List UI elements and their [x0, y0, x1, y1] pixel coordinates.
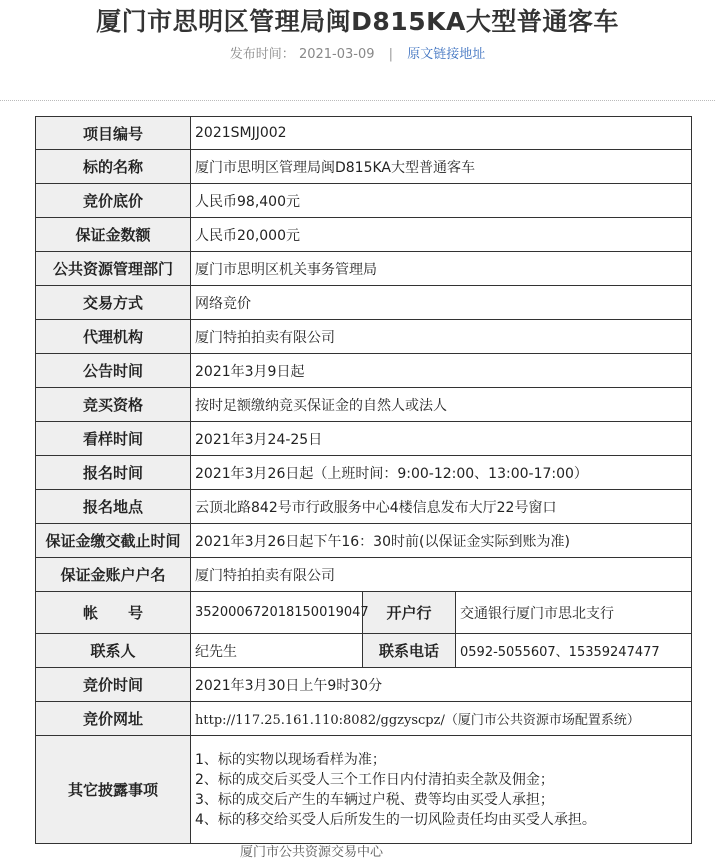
reserve-price-label: 竞价底价: [36, 184, 191, 218]
bid-time-value: 2021年3月30日上午9时30分: [191, 668, 692, 702]
qualification-value: 按时足额缴纳竞买保证金的自然人或法人: [191, 388, 692, 422]
contact-label: 联系人: [36, 634, 191, 668]
table-row: [36, 702, 692, 736]
deposit-deadline-value: 2021年3月26日起下午16：30时前(以保证金实际到账为准): [191, 524, 692, 558]
publish-meta: [0, 43, 715, 62]
project-no-label: 项目编号: [36, 117, 191, 150]
account-name-label: 保证金账户户名: [36, 558, 191, 592]
table-row: [36, 354, 692, 388]
other-notes: [191, 736, 692, 844]
table-row: [36, 736, 692, 844]
bid-site-cell: [191, 702, 692, 736]
table-row: [36, 388, 692, 422]
phone-label: 联系电话: [363, 634, 456, 668]
list-item: 4、标的移交给买受人后所发生的一切风险责任均由买受人承担。: [195, 811, 596, 828]
table-row: [36, 252, 692, 286]
dotted-divider: [0, 100, 715, 101]
table-row: [36, 218, 692, 252]
bid-site-note: （厦门市公共资源市场配置系统）: [444, 713, 640, 728]
other-label: 其它披露事项: [36, 736, 191, 844]
signup-place-label: 报名地点: [36, 490, 191, 524]
publish-date: 2021-03-09: [298, 47, 375, 62]
table-row: [36, 184, 692, 218]
deposit-label: 保证金数额: [36, 218, 191, 252]
announce-time-label: 公告时间: [36, 354, 191, 388]
reserve-price-value: 人民币98,400元: [191, 184, 692, 218]
announcement-table: [35, 116, 692, 844]
account-no-label: 帐 号: [36, 592, 191, 634]
subject-value: 厦门市思明区管理局闽D815KA大型普通客车: [191, 150, 692, 184]
viewing-time-label: 看样时间: [36, 422, 191, 456]
dept-value: 厦门市思明区机关事务管理局: [191, 252, 692, 286]
subject-label: 标的名称: [36, 150, 191, 184]
list-item: 2、标的成交后买受人三个工作日内付清拍卖全款及佣金；: [195, 771, 554, 788]
table-row: [36, 634, 692, 668]
dept-label: 公共资源管理部门: [36, 252, 191, 286]
table-row: [36, 117, 692, 150]
phone-value: 0592-5055607、15359247477: [456, 634, 692, 668]
publish-label: 发布时间：: [229, 47, 295, 62]
source-link[interactable]: 原文链接地址: [407, 47, 486, 62]
table-row: [36, 456, 692, 490]
contact-value: 纪先生: [191, 634, 363, 668]
announce-time-value: 2021年3月9日起: [191, 354, 692, 388]
bid-site-url[interactable]: http://117.25.161.110:8082/ggzyscpz/: [195, 713, 445, 728]
table-row: [36, 524, 692, 558]
signup-place-value: 云顶北路842号市行政服务中心4楼信息发布大厅22号窗口: [191, 490, 692, 524]
cut-off-footer-text: 厦门市公共资源交易中心: [240, 845, 384, 860]
table-row: [36, 150, 692, 184]
project-no-value: 2021SMJJ002: [191, 117, 692, 150]
method-label: 交易方式: [36, 286, 191, 320]
deposit-value: 人民币20,000元: [191, 218, 692, 252]
table-row: [36, 490, 692, 524]
table-row: [36, 558, 692, 592]
table-row: [36, 592, 692, 634]
bank-label: 开户行: [363, 592, 456, 634]
page-title: 厦门市思明区管理局闽D815KA大型普通客车: [96, 7, 619, 36]
agency-label: 代理机构: [36, 320, 191, 354]
method-value: 网络竞价: [191, 286, 692, 320]
table-row: [36, 320, 692, 354]
qualification-label: 竞买资格: [36, 388, 191, 422]
bank-value: 交通银行厦门市思北支行: [456, 592, 692, 634]
agency-value: 厦门特拍拍卖有限公司: [191, 320, 692, 354]
list-item: 3、标的成交后产生的车辆过户税、费等均由买受人承担；: [195, 791, 554, 808]
signup-time-value: 2021年3月26日起（上班时间：9:00-12:00、13:00-17:00）: [191, 456, 692, 490]
table-row: [36, 286, 692, 320]
table-row: [36, 668, 692, 702]
meta-separator: |: [388, 47, 394, 62]
viewing-time-value: 2021年3月24-25日: [191, 422, 692, 456]
table-row: [36, 422, 692, 456]
bid-site-label: 竞价网址: [36, 702, 191, 736]
account-no-value: 35200067201815001904​7: [191, 592, 363, 634]
list-item: 1、标的实物以现场看样为准；: [195, 751, 386, 768]
signup-time-label: 报名时间: [36, 456, 191, 490]
deposit-deadline-label: 保证金缴交截止时间: [36, 524, 191, 558]
bid-time-label: 竞价时间: [36, 668, 191, 702]
account-name-value: 厦门特拍拍卖有限公司: [191, 558, 692, 592]
